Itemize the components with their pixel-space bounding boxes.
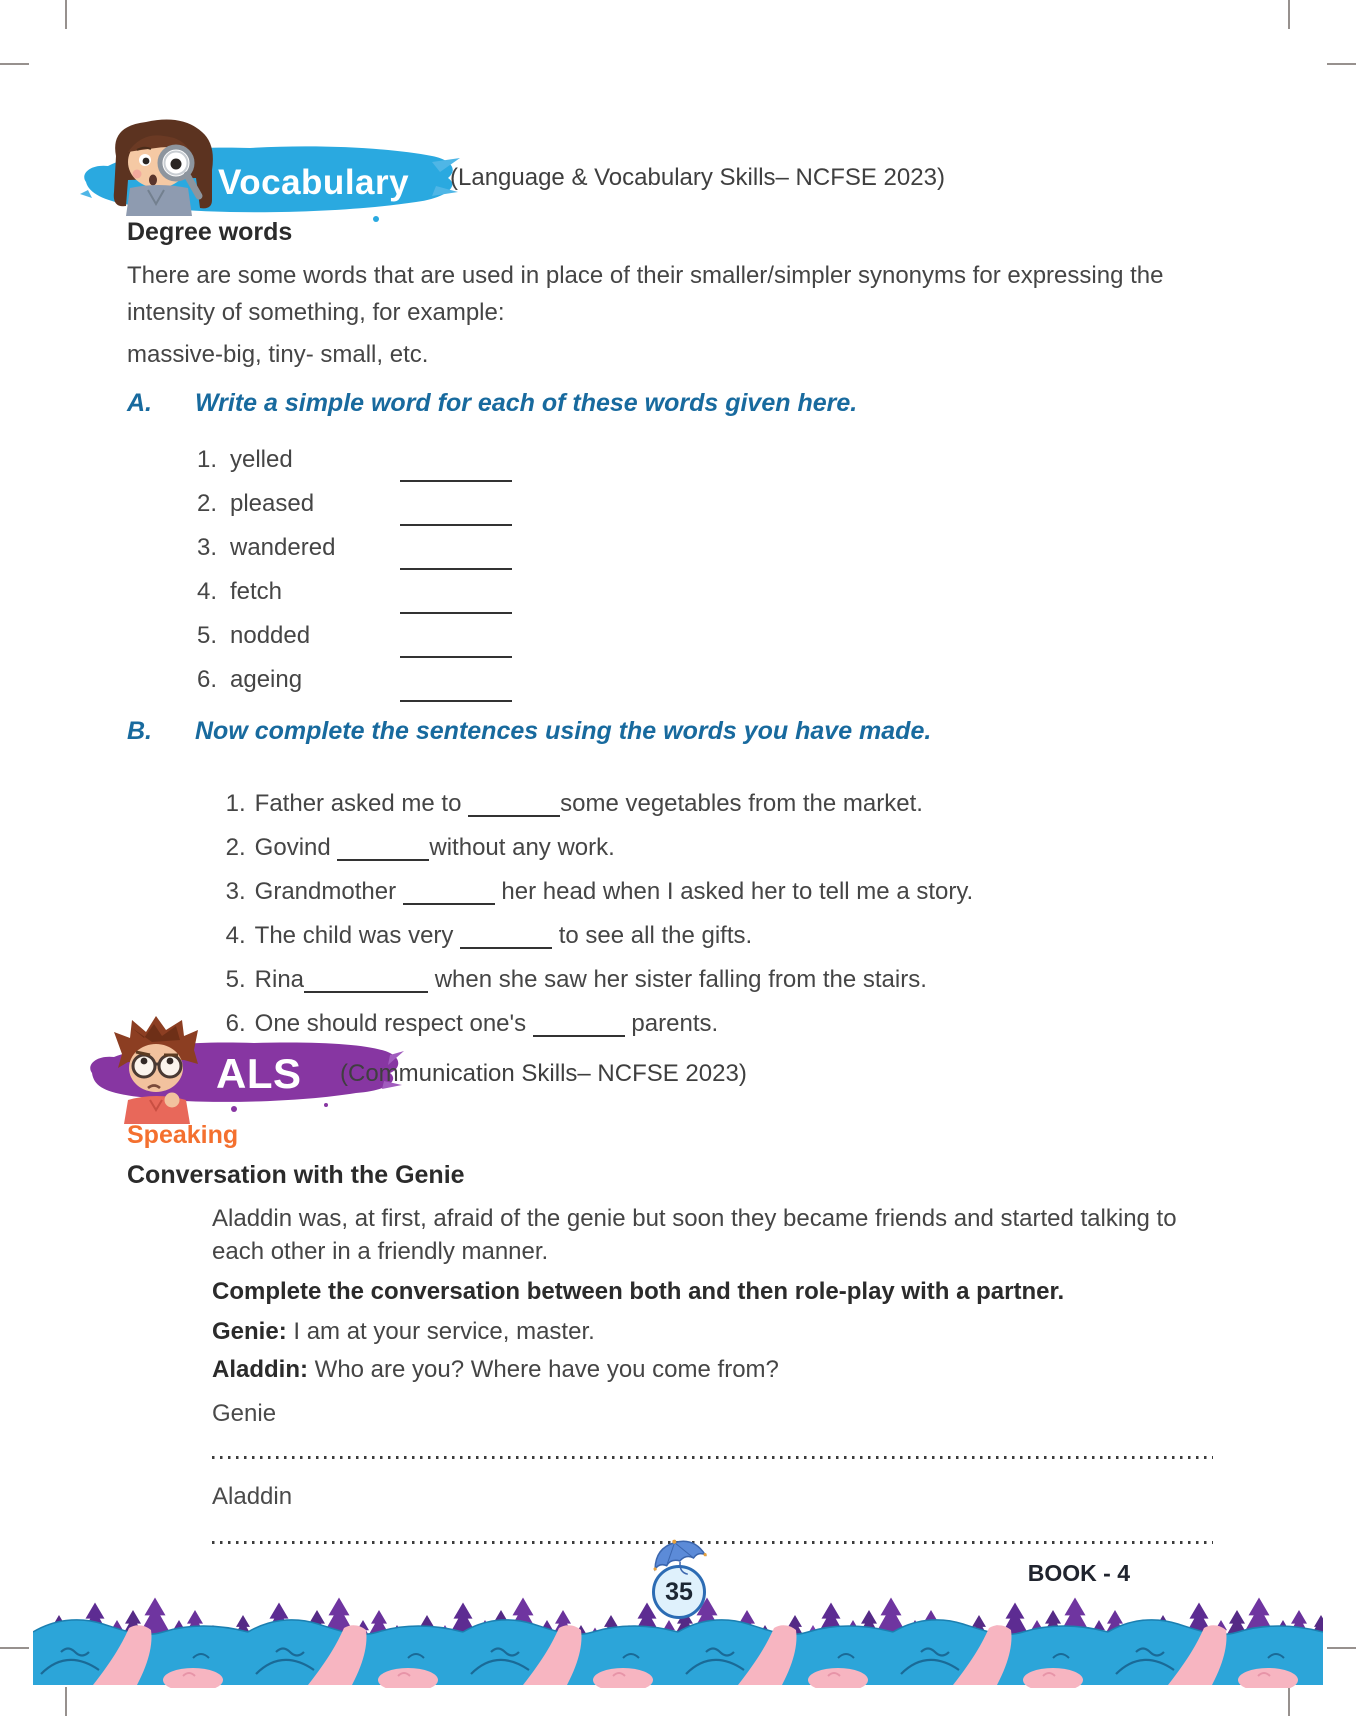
answer-blank[interactable]	[400, 584, 512, 614]
als-character-illustration	[92, 1012, 227, 1124]
item-number: 5.	[225, 966, 246, 993]
item-number: 3.	[225, 878, 246, 905]
sentence-before: Rina	[254, 966, 305, 993]
conversation-intro-line: each other in a friendly manner.	[212, 1238, 549, 1265]
section-b-title: Now complete the sentences using the words you have made.	[195, 717, 932, 745]
dialogue-line-aladdin	[212, 1356, 779, 1384]
dotted-answer-line[interactable]	[212, 1541, 1213, 1544]
vocab-word-row	[195, 578, 282, 614]
answer-blank[interactable]	[400, 672, 512, 702]
vocab-word-row	[195, 666, 302, 702]
degree-words-heading: Degree words	[127, 218, 293, 246]
item-number: 6.	[196, 666, 217, 693]
vocab-word-row	[195, 490, 314, 526]
vocabulary-section-subtitle: (Language & Vocabulary Skills– NCFSE 2023)	[450, 164, 945, 191]
sentence-after: her head when I asked her to tell me a story.	[494, 878, 974, 905]
umbrella-icon	[648, 1538, 710, 1580]
conversation-instruction: Complete the conversation between both and then role-play with a partner.	[212, 1278, 1065, 1305]
page-number: 35	[665, 1577, 693, 1606]
crop-mark	[1288, 1687, 1290, 1716]
item-number: 1.	[225, 790, 246, 817]
vocab-word-row	[195, 622, 310, 658]
item-number: 2.	[196, 490, 217, 517]
speaking-heading: Speaking	[127, 1121, 239, 1149]
dialogue-text: Who are you? Where have you come from?	[308, 1356, 779, 1383]
answer-blank[interactable]	[400, 628, 512, 658]
dialogue-text: I am at your service, master.	[286, 1318, 595, 1345]
vocab-word: fetch	[230, 578, 283, 605]
item-number: 6.	[225, 1010, 246, 1037]
vocab-word-row	[195, 446, 293, 482]
vocab-word: pleased	[230, 490, 315, 517]
crop-mark	[1327, 63, 1356, 65]
crop-mark	[1327, 1647, 1356, 1649]
item-number: 4.	[196, 578, 217, 605]
vocabulary-section-title: Vocabulary	[218, 163, 410, 202]
degree-words-intro-line: There are some words that are used in place of their smaller/simpler synonyms for expressing the	[127, 262, 1164, 289]
item-number: 4.	[225, 922, 246, 949]
crop-mark	[0, 1647, 29, 1649]
speaker-name: Genie:	[212, 1318, 287, 1345]
crop-mark	[1288, 0, 1290, 29]
sentence-before: Grandmother	[254, 878, 403, 905]
answer-blank[interactable]	[400, 496, 512, 526]
sentence-after: to see all the gifts.	[552, 922, 753, 949]
als-section-title: ALS	[216, 1050, 302, 1097]
book-label: BOOK - 4	[1027, 1560, 1130, 1586]
conversation-intro-line: Aladdin was, at first, afraid of the genie but soon they became friends and started talking to	[212, 1205, 1177, 1232]
sentence-before: One should respect one's	[254, 1010, 533, 1037]
item-number: 1.	[196, 446, 217, 473]
vocab-word: yelled	[230, 446, 293, 473]
sentence-before: Govind	[254, 834, 338, 861]
item-number: 2.	[225, 834, 246, 861]
sentence-after: some vegetables from the market.	[560, 790, 923, 817]
sentence-before: Father asked me to	[254, 790, 469, 817]
answer-blank[interactable]	[400, 452, 512, 482]
als-section-subtitle: (Communication Skills– NCFSE 2023)	[340, 1060, 747, 1087]
conversation-heading: Conversation with the Genie	[127, 1161, 465, 1189]
vocab-word-row	[195, 534, 335, 570]
answer-blank[interactable]	[533, 1015, 625, 1037]
section-a-label: A.	[127, 389, 152, 417]
fill-line-label-genie: Genie	[212, 1400, 277, 1427]
section-a-title: Write a simple word for each of these words given here.	[195, 389, 858, 417]
dialogue-line-genie	[212, 1318, 595, 1346]
item-number: 3.	[196, 534, 217, 561]
dotted-answer-line[interactable]	[212, 1456, 1213, 1459]
sentence-after: when she saw her sister falling from the stairs.	[428, 966, 927, 993]
answer-blank[interactable]	[400, 540, 512, 570]
sentence-after: parents.	[624, 1010, 719, 1037]
speaker-name: Aladdin:	[212, 1356, 308, 1383]
vocab-word: nodded	[230, 622, 311, 649]
vocab-word: ageing	[230, 666, 303, 693]
degree-words-intro-line: intensity of something, for example:	[127, 299, 505, 326]
sentence-before: The child was very	[254, 922, 461, 949]
vocab-word: wandered	[230, 534, 336, 561]
section-b-label: B.	[127, 717, 152, 745]
fill-line-label-aladdin: Aladdin	[212, 1483, 293, 1510]
degree-words-example: massive-big, tiny- small, etc.	[127, 341, 429, 368]
crop-mark	[65, 0, 67, 29]
crop-mark	[65, 1687, 67, 1716]
sentence-after: without any work.	[429, 834, 615, 861]
item-number: 5.	[196, 622, 217, 649]
crop-mark	[0, 63, 29, 65]
